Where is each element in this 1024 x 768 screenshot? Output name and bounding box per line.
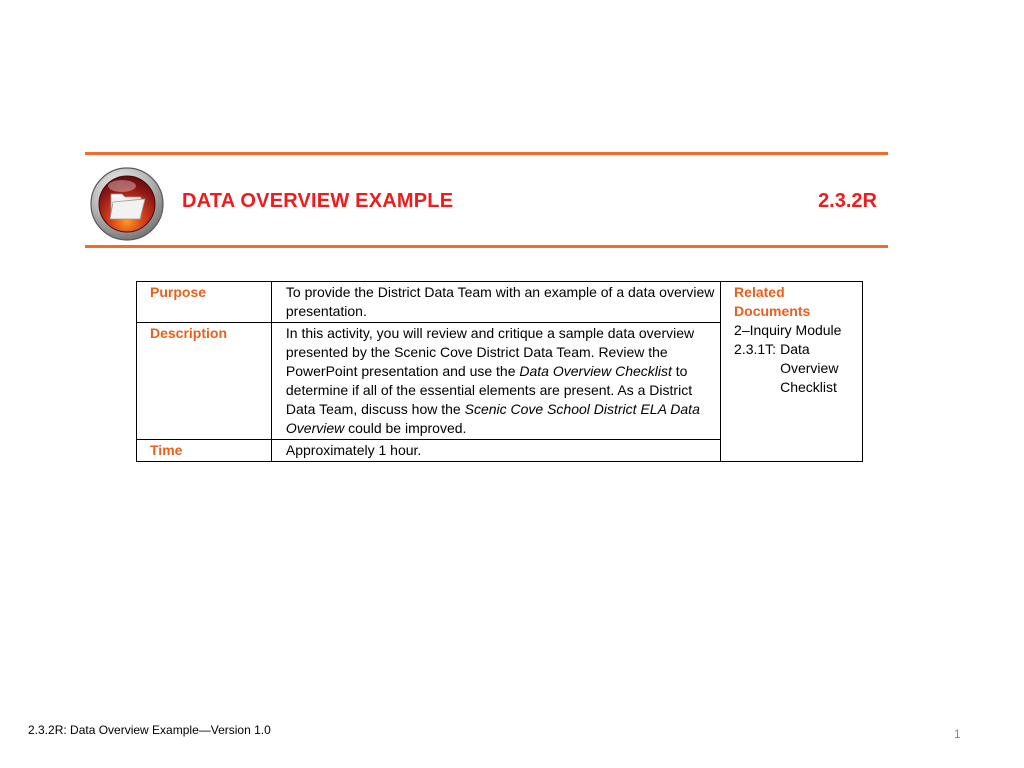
description-label: Description bbox=[137, 323, 272, 440]
header-bottom-rule bbox=[85, 245, 888, 248]
purpose-label: Purpose bbox=[137, 282, 272, 323]
purpose-text: To provide the District Data Team with an example of a data overview presentation. bbox=[271, 282, 720, 323]
time-label: Time bbox=[137, 440, 272, 462]
checklist-title: Data Overview Checklist bbox=[519, 363, 672, 379]
document-code: 2.3.2R bbox=[818, 190, 877, 212]
related-doc-name: Data Overview Checklist bbox=[780, 341, 839, 395]
page-title: DATA OVERVIEW EXAMPLE bbox=[182, 190, 454, 212]
activity-info-table bbox=[136, 281, 863, 462]
related-documents-heading: Related Documents bbox=[734, 284, 811, 319]
footer-document-title: 2.3.2R: Data Overview Example—Version 1.0 bbox=[28, 723, 271, 737]
time-text: Approximately 1 hour. bbox=[271, 440, 720, 462]
related-doc-inquiry-module: 2–Inquiry Module bbox=[734, 322, 842, 338]
folder-icon bbox=[89, 166, 165, 242]
related-doc-checklist bbox=[734, 340, 862, 397]
description-text: In this activity, you will review and critique a sample data overview presented by the Scenic Cove District Data Team. Review the PowerPoint presentation and use the Data Overview Checklist to determine if all of the essential elements are present. As a District Data Team, discuss how the Scenic Cove School District ELA Data Overview could be improved. bbox=[271, 323, 720, 440]
data-overview-title: Scenic Cove School District ELA Data Overview bbox=[285, 401, 700, 436]
related-documents bbox=[721, 282, 863, 462]
header-top-rule bbox=[85, 152, 888, 155]
page-number: 1 bbox=[954, 727, 961, 741]
table-row-purpose bbox=[137, 282, 863, 323]
related-doc-code: 2.3.1T: bbox=[734, 341, 777, 357]
